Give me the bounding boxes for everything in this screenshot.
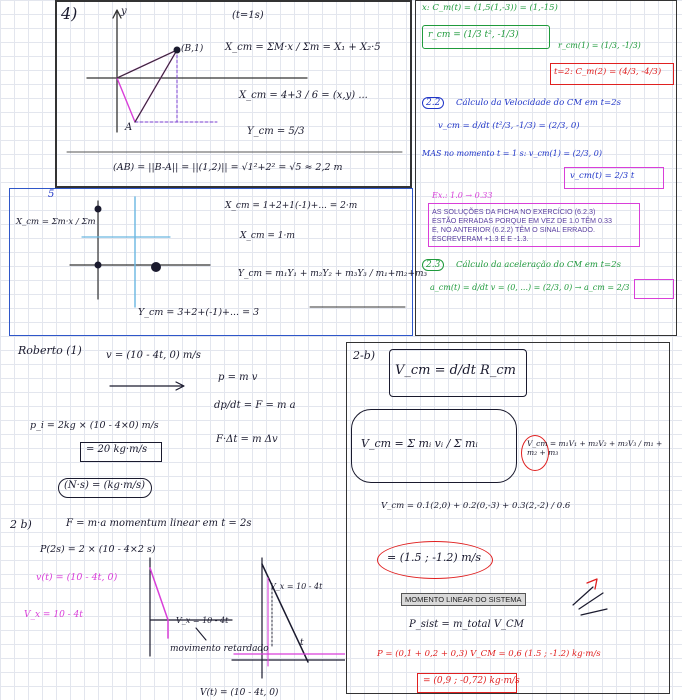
panel-d-eq-9: v(t) = (10 - 4t, 0)	[36, 572, 118, 583]
panel-c-box-4	[634, 279, 674, 299]
panel-d-note: movimento retardado	[170, 644, 269, 654]
panel-c-line-1: x: C_m(t) = (1,5(1,-3)) = (1,-15)	[422, 3, 558, 13]
panel-d-eq-8: P(2s) = 2 × (10 - 4×2 s)	[40, 544, 156, 555]
panel-c-note-mark: Ex.: 1.0 → 0.33	[432, 191, 493, 200]
panel-a-point-b: (B,1)	[181, 44, 204, 54]
panel-b-left-label: X_cm = Σm·x / Σm	[16, 217, 96, 227]
panel-d-graph-1: V_x = 10 - 4t	[176, 616, 229, 625]
panel-e-eq-3: V_cm = m₁V₁ + m₂V₂ + m₃V₃ / m₁ + m₂ + m₃	[527, 439, 663, 457]
panel-d-footer: V(t) = (10 - 4t, 0)	[200, 688, 279, 698]
panel-d-graph-2: V_x = 10 - 4t	[270, 582, 323, 591]
panel-e-eq-8: = (0,9 ; -0,72) kg·m/s	[423, 676, 520, 686]
panel-b-formula-xcm: X_cm = 1+2+1(-1)+... = 2·m	[225, 201, 358, 211]
panel-a	[55, 0, 412, 188]
panel-e-label: 2-b)	[353, 349, 376, 362]
panel-e	[346, 342, 670, 694]
panel-b-label: 5	[48, 189, 55, 200]
panel-c-line-4: t=2: C_m(2) = (4/3, -4/3)	[554, 67, 662, 77]
panel-a-axis-y: y	[121, 6, 127, 17]
panel-e-sketch	[347, 343, 671, 695]
panel-c-item-23: 2.3	[422, 259, 444, 271]
panel-b-formula-ycm: Y_cm = m₁Y₁ + m₂Y₂ + m₃Y₃ / m₁+m₂+m₃	[238, 269, 428, 279]
panel-e-eq-1: V_cm = d/dt R_cm	[395, 363, 516, 378]
panel-d-eq-5: p_i = 2kg × (10 - 4×0) m/s	[30, 420, 159, 431]
panel-a-formula-2: X_cm = 4+3 / 6 = (x,y) ...	[239, 90, 368, 101]
panel-d-q-text: F = m·a momentum linear em t = 2s	[66, 518, 252, 529]
panel-c-heading-23: Cálculo da aceleração do CM em t=2s	[456, 260, 621, 270]
panel-c-line-5: v_cm = d/dt (t²/3, -1/3) = (2/3, 0)	[438, 121, 580, 131]
panel-c-heading-22: Cálculo da Velocidade do CM em t=2s	[456, 98, 621, 108]
panel-a-point-a: A	[125, 122, 133, 133]
panel-d	[0, 338, 345, 700]
panel-b-formula-xcm2: X_cm = 1·m	[240, 231, 295, 241]
panel-d-eq-1: v = (10 - 4t, 0) m/s	[106, 350, 201, 361]
panel-c	[415, 0, 677, 336]
panel-a-header: (t=1s)	[232, 10, 264, 21]
panel-b	[9, 188, 428, 336]
panel-e-eq-5: = (1.5 ; -1.2) m/s	[387, 551, 481, 564]
panel-d-eq-3: dp/dt = F = m a	[214, 400, 296, 411]
panel-c-line-7: v_cm(t) = 2/3 t	[570, 171, 635, 181]
panel-b-formula-result: Y_cm = 3+2+(-1)+... = 3	[138, 307, 260, 318]
panel-c-line-6: MAS no momento t = 1 s: v_cm(1) = (2/3, 0)	[422, 149, 602, 158]
panel-e-eq-4: V_cm = 0.1(2,0) + 0.2(0,-3) + 0.3(2,-2) / 0.6	[381, 501, 571, 511]
panel-e-banner: MOMENTO LINEAR DO SISTEMA	[401, 593, 526, 606]
panel-e-eq-2: V_cm = Σ mᵢ vᵢ / Σ mᵢ	[361, 437, 478, 450]
panel-d-eq-6: = 20 kg·m/s	[86, 444, 148, 455]
panel-a-formula-3: Y_cm = 5/3	[247, 126, 305, 137]
panel-a-formula-1: X_cm = ΣM·x / Σm = X₁ + X₂·5	[225, 42, 381, 53]
panel-d-t-label: t	[300, 638, 304, 648]
panel-c-line-2: r_cm = (1/3 t², -1/3)	[428, 30, 519, 40]
panel-e-eq-7: P = (0,1 + 0,2 + 0,3) V_CM = 0,6 (1.5 ; -1.2) kg·m/s	[377, 649, 601, 659]
panel-c-item-22: 2.2	[422, 97, 444, 109]
panel-e-eq-6: P_sist = m_total V_CM	[409, 619, 524, 630]
panel-d-q-label: 2 b)	[10, 518, 32, 531]
panel-d-eq-4: F·Δt = m Δv	[216, 434, 278, 445]
panel-d-eq-2: p = m v	[218, 372, 258, 383]
panel-a-label: 4)	[61, 4, 78, 23]
panel-d-eq-7: (N·s) = (kg·m/s)	[64, 480, 146, 491]
panel-d-eq-10: V_x = 10 - 4t	[24, 610, 83, 620]
panel-d-title: Roberto (1)	[18, 344, 82, 357]
panel-c-note: AS SOLUÇÕES DA FICHA NO EXERCÍCIO (6.2.3) ESTÃO ERRADAS PORQUE EM VEZ DE 1.0 TÊM 0.33 E, NO ANTERIOR (6.2.2) TÊM O SINAL ERRADO. ESCREVERAM +1.3 E E -1.3.	[432, 207, 613, 243]
panel-c-line-8: a_cm(t) = d/dt v = (0, ...) = (2/3, 0) → a_cm = 2/3	[430, 283, 630, 292]
panel-c-line-3: r_cm(1) = (1/3, -1/3)	[558, 41, 641, 50]
panel-a-ab-result: (AB) = ||B-A|| = ||(1,2)|| = √1²+2² = √5 ≈ 2,2 m	[113, 162, 343, 173]
